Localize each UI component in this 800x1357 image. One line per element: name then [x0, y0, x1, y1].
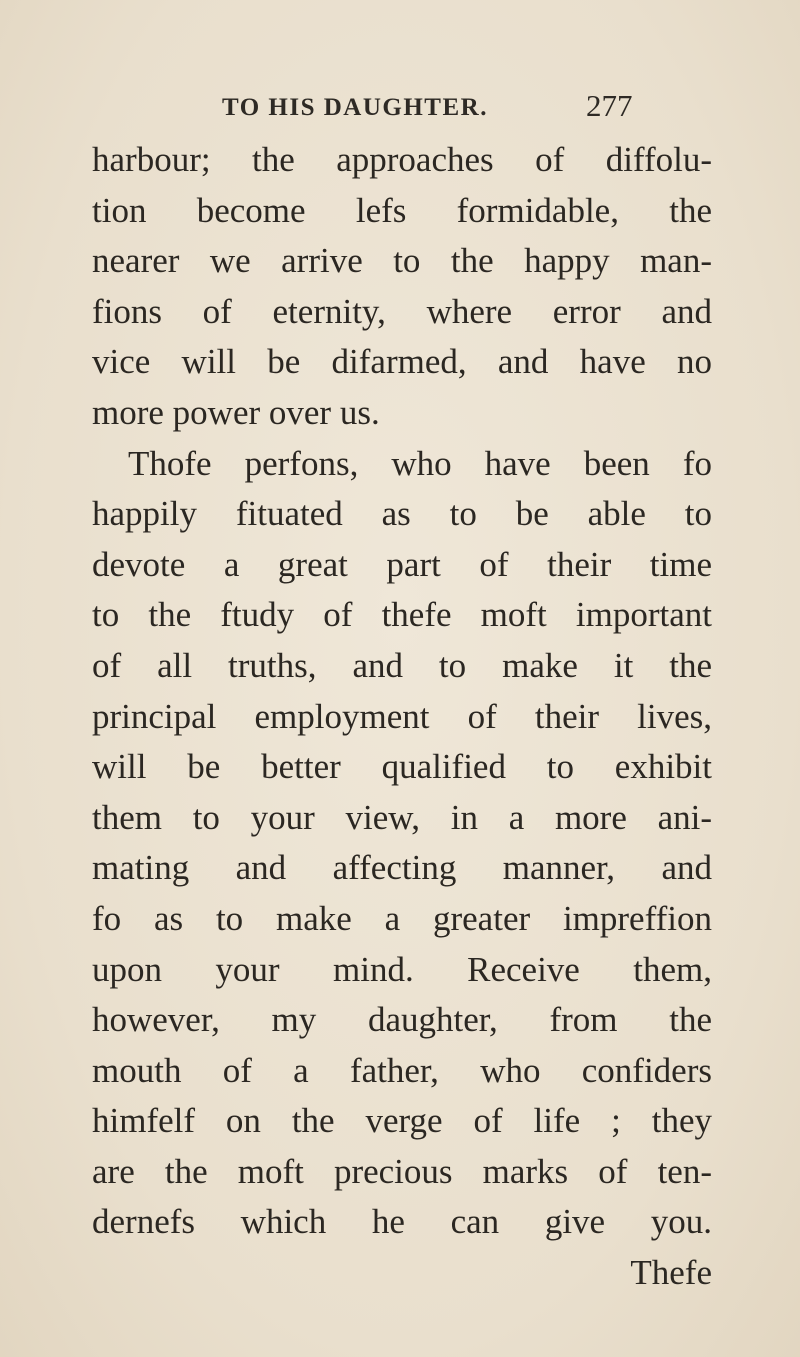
text-line: are the moft precious marks of ten-: [92, 1151, 712, 1191]
text-line: devote a great part of their time: [92, 544, 712, 584]
page-header: [222, 88, 722, 128]
text-line: tion become lefs formidable, the: [92, 190, 712, 230]
text-line: Thofe perfons, who have been fo: [128, 443, 712, 483]
text-line: harbour; the approaches of diffolu-: [92, 140, 712, 179]
text-line: principal employment of their lives,: [92, 696, 712, 736]
text-line: to the ftudy of thefe moft important: [92, 595, 712, 635]
text-line: dernefs which he can give you.: [92, 1202, 712, 1242]
text-line: mating and affecting manner, and: [92, 848, 712, 888]
text-line: however, my daughter, from the: [92, 1000, 712, 1040]
text-line: mouth of a father, who confiders: [92, 1050, 712, 1090]
running-title: TO HIS DAUGHTER.: [222, 94, 488, 121]
text-line: will be better qualified to exhibit: [92, 747, 712, 787]
text-line: himfelf on the verge of life ; they: [92, 1101, 712, 1141]
catchword: Thefe: [630, 1253, 712, 1293]
text-line: nearer we arrive to the happy man-: [92, 241, 712, 281]
text-line: of all truths, and to make it the: [92, 645, 712, 685]
text-line: upon your mind. Receive them,: [92, 949, 712, 989]
text-line: happily fituated as to be able to: [92, 494, 712, 534]
text-line: them to your view, in a more ani-: [92, 797, 712, 837]
text-line: fions of eternity, where error and: [92, 291, 712, 331]
body-text: [92, 135, 712, 1299]
text-line: vice will be difarmed, and have no: [92, 342, 712, 382]
text-line: more power over us.: [92, 392, 380, 432]
page-number: 277: [586, 88, 633, 123]
text-line: fo as to make a greater impreffion: [92, 898, 712, 938]
